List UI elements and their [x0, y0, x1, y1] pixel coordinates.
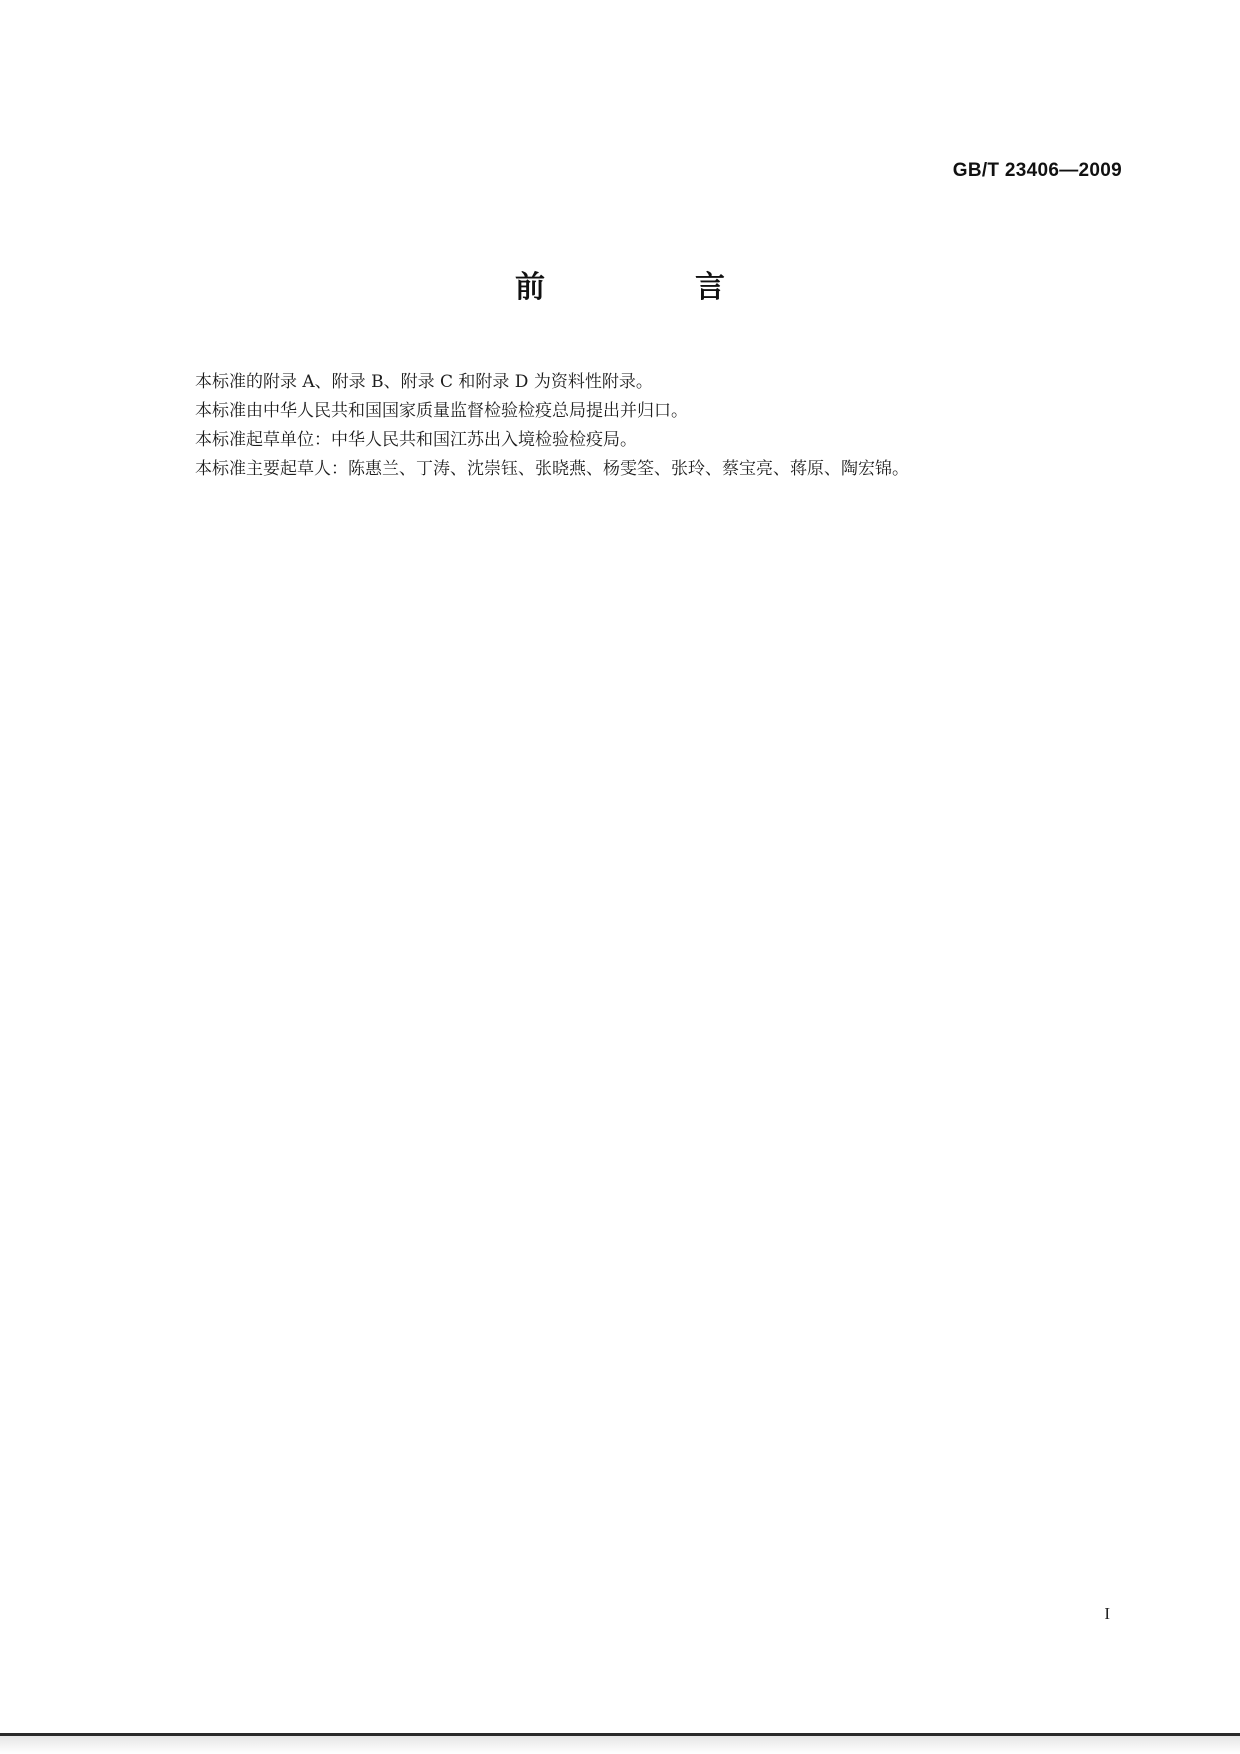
paragraph-appendices: 本标准的附录 A、附录 B、附录 C 和附录 D 为资料性附录。 [195, 372, 653, 392]
paragraph-proposer: 本标准由中华人民共和国国家质量监督检验检疫总局提出并归口。 [195, 401, 688, 421]
paragraph-drafting-unit: 本标准起草单位：中华人民共和国江苏出入境检验检疫局。 [195, 430, 637, 450]
paragraph-drafters: 本标准主要起草人：陈惠兰、丁涛、沈崇钰、张晓燕、杨雯筌、张玲、蔡宝亮、蒋原、陶宏锦。 [195, 459, 909, 479]
page-number: I [1104, 1604, 1110, 1623]
scan-edge-shadow [0, 1736, 1240, 1754]
page-title: 前 言 [515, 270, 785, 305]
standard-number: GB/T 23406—2009 [952, 160, 1122, 181]
foreword-body [195, 368, 1095, 484]
